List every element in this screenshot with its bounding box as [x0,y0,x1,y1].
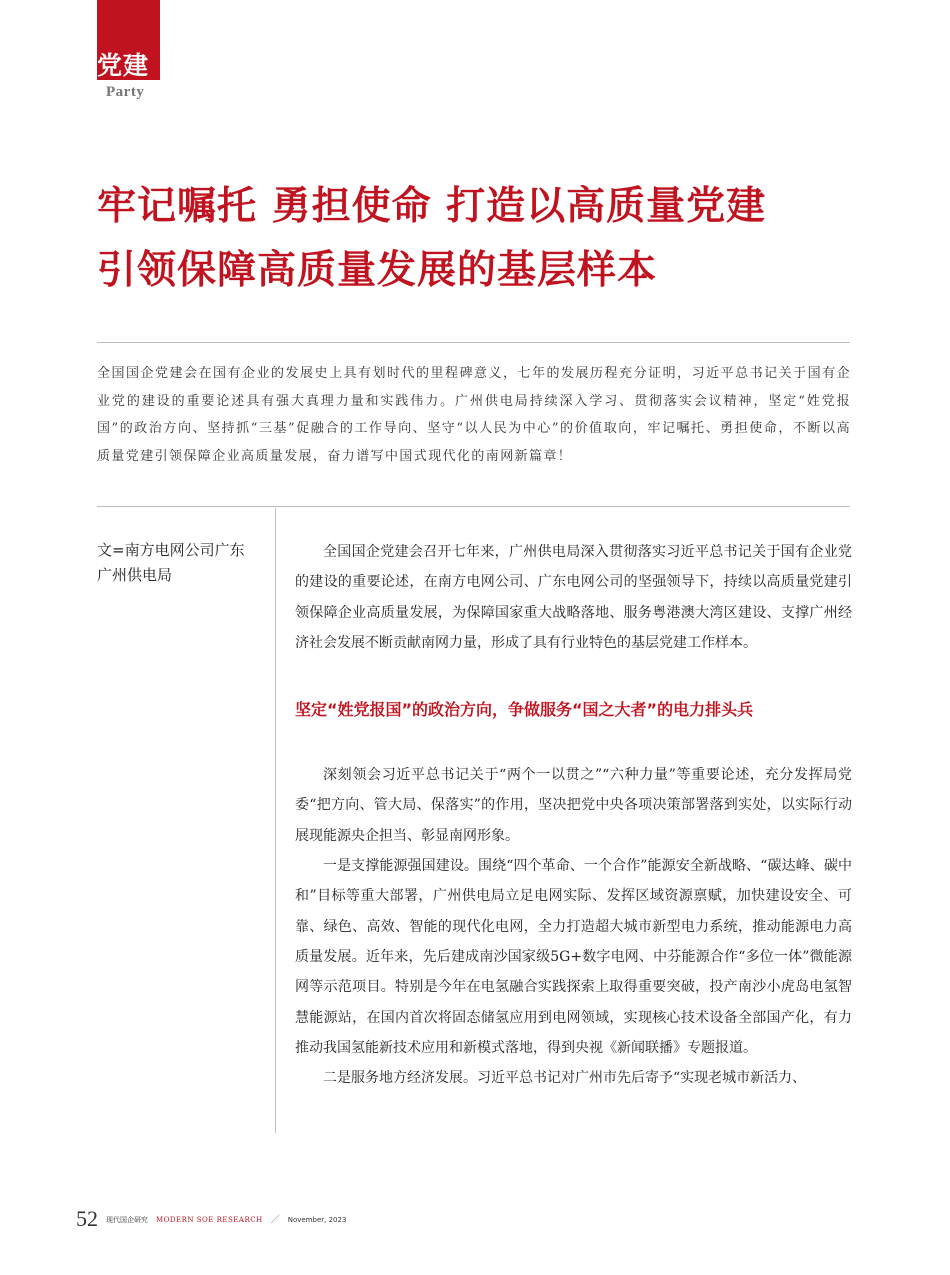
article-title [97,175,877,303]
section-tab [97,0,160,80]
journal-name-en: MODERN SOE RESEARCH [156,1216,263,1224]
title-line-1: 牢记嘱托 勇担使命 打造以高质量党建 [97,184,767,229]
section-subheading: 坚定“姓党报国”的政治方向，争做服务“国之大者”的电力排头兵 [295,700,754,720]
footer-separator: ／ [270,1215,280,1225]
article-abstract: 全国国企党建会在国有企业的发展史上具有划时代的里程碑意义，七年的发展历程充分证明，习近平总书记关于国有企业党的建设的重要论述具有强大真理力量和实践伟力。广州供电局持续深入学习、贯彻落实会议精神，坚定“姓党报国”的政治方向、坚持抓“三基”促融合的工作导向、坚守“以人民为中心”的价值取向，牢记嘱托、勇担使命，不断以高质量党建引领保障企业高质量发展，奋力谱写中国式现代化的南网新篇章！ [97,366,851,464]
page-number: 52 [76,1206,98,1231]
section-label-cn: 党建 [97,51,150,80]
issue-date: November, 2023 [287,1216,347,1224]
intro-paragraph: 全国国企党建会召开七年来，广州供电局深入贯彻落实习近平总书记关于国有企业党的建设的重要论述，在南方电网公司、广东电网公司的坚强领导下，持续以高质量党建引领保障企业高质量发展，为保障国家重大战略落地、服务粤港澳大湾区建设、支撑广州经济社会发展不断贡献南网力量，形成了具有行业特色的基层党建工作样本。 [295,544,852,651]
page-footer [76,1198,346,1230]
author-line-1: 文=南方电网公司广东 [97,541,245,559]
body-paragraph-3: 二是服务地方经济发展。习近平总书记对广州市先后寄予“实现老城市新活力、 [323,1070,807,1087]
title-line-2: 引领保障高质量发展的基层样本 [97,248,658,293]
article-body [295,537,852,1093]
top-divider [97,342,850,343]
abstract-divider [97,506,850,507]
body-paragraph-1: 深刻领会习近平总书记关于“两个一以贯之”“六种力量”等重要论述，充分发挥局党委“把方向、管大局、保落实”的作用，坚决把党中央各项决策部署落到实处，以实际行动展现能源央企担当、彰显南网形象。 [295,767,852,844]
journal-name-cn: 现代国企研究 [106,1216,148,1224]
body-paragraph-2: 一是支撑能源强国建设。围绕“四个革命、一个合作”能源安全新战略、“碳达峰、碳中和”目标等重大部署，广州供电局立足电网实际、发挥区域资源禀赋，加快建设安全、可靠、绿色、高效、智能的现代化电网，全力打造超大城市新型电力系统，推动能源电力高质量发展。近年来，先后建成南沙国家级5G+数字电网、中芬能源合作“多位一体”微能源网等示范项目。特别是今年在电氢融合实践探索上取得重要突破，投产南沙小虎岛电氢智慧能源站，在国内首次将固态储氢应用到电网领域，实现核心技术设备全部国产化，有力推动我国氢能新技术应用和新模式落地，得到央视《新闻联播》专题报道。 [295,858,852,1056]
section-label-en: Party [106,84,145,100]
author-credit [97,538,262,588]
author-line-2: 广州供电局 [97,566,173,584]
column-divider [275,508,276,1133]
